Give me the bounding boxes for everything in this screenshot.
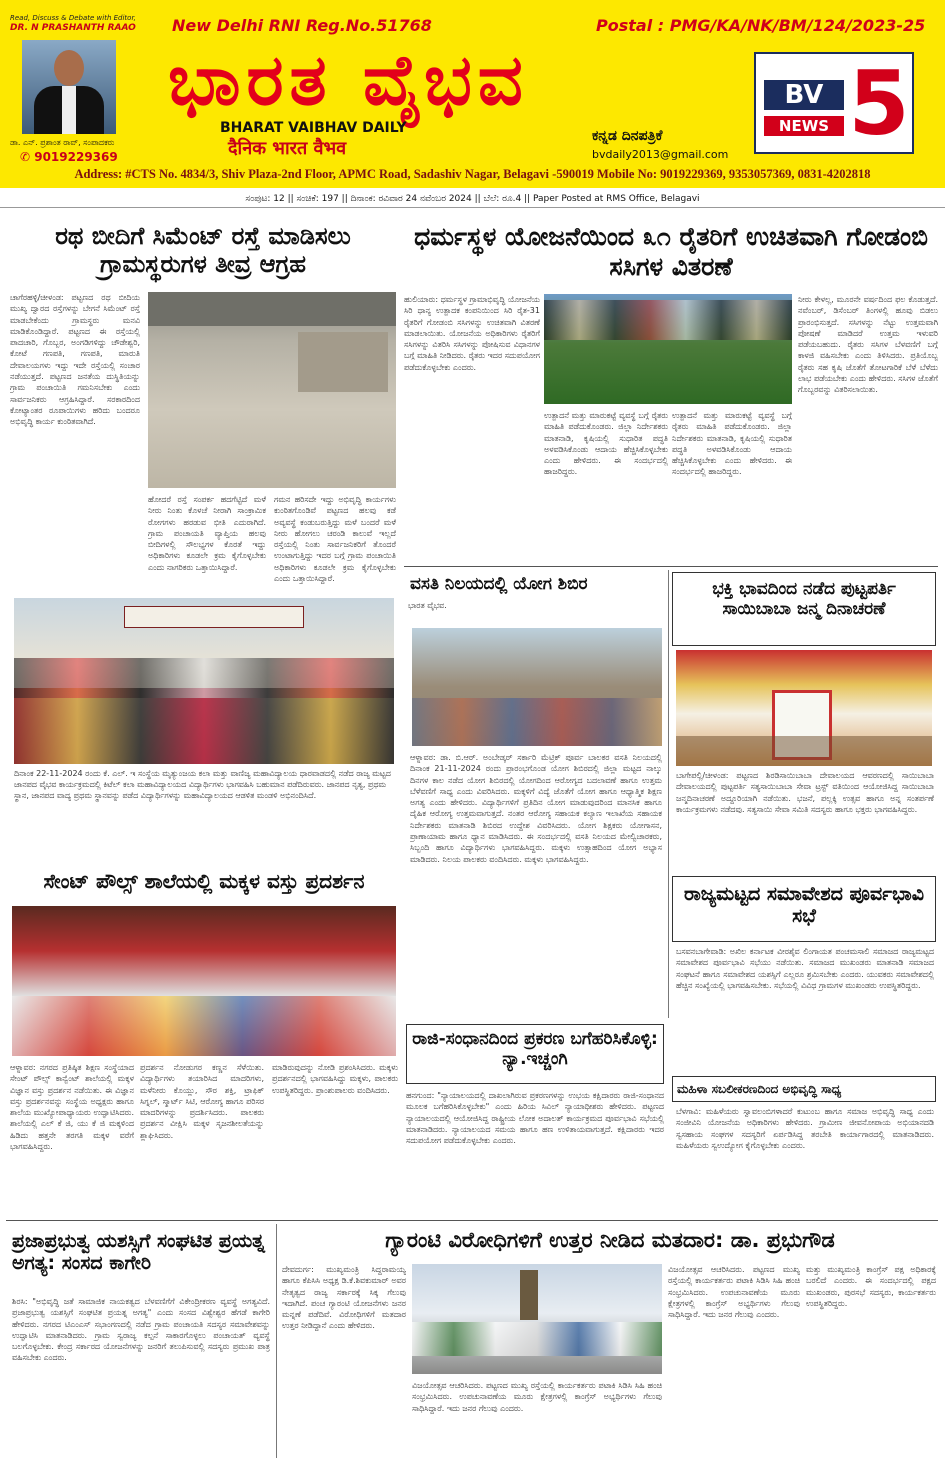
article-text: ಮಾಡಿರುವುದನ್ನು ನೋಡಿ ಪ್ರಶಂಸಿಸಿದರು. ಮಕ್ಕಳು ಪ್ರದರ್ಶನದಲ್ಲಿ ಭಾಗವಹಿಸಿದ್ದು ಮಕ್ಕಳು, ಪಾಲಕರು ಉಪಸ್ಥಿತರಿದ್ದರು. ಪ್ರಾಂಶುಪಾಲರು ವಂದಿಸಿದರು. <box>272 1063 398 1095</box>
article-cement-road <box>8 214 398 594</box>
byline: ಭಾರತ ವೈಭವ. <box>408 601 447 611</box>
kannada-daily-label: ಕನ್ನಡ ದಿನಪತ್ರಿಕೆ <box>592 128 663 144</box>
article-democracy-kageri <box>8 1224 272 1458</box>
headline: ರಾಜಿ-ಸಂಧಾನದಿಂದ ಪ್ರಕರಣ ಬಗೆಹರಿಸಿಕೊಳ್ಳಿ: ನ್ಯಾ.ಇಚ್ಚಂಗಿ <box>412 1029 658 1070</box>
victory-celebration-photo <box>412 1264 662 1374</box>
article-text: ಉತ್ಪಾದನೆ ಮತ್ತು ಮಾರುಕಟ್ಟೆ ವ್ಯವಸ್ಥೆ ಬಗ್ಗೆ ರೈತರು ಮಾಹಿತಿ ಪಡೆದುಕೊಂಡರು. ಜಿಲ್ಲಾ ನಿರ್ದೇಶಕರು ಮಾತನಾಡಿ, ಕೃಷಿಯಲ್ಲಿ ಸುಧಾರಿತ ಪದ್ಧತಿ ಅಳವಡಿಸಿಕೊಂಡು ಆದಾಯ ಹೆಚ್ಚಿಸಿಕೊಳ್ಳಬೇಕು ಎಂದು ಹೇಳಿದರು. ಈ ಸಂದರ್ಭದಲ್ಲಿ ಹಾಜರಿದ್ದರು. <box>672 411 792 477</box>
headline-box <box>672 572 936 646</box>
article-text: ಹುಲಿಯಾರು: ಧರ್ಮಸ್ಥಳ ಗ್ರಾಮಾಭಿವೃದ್ಧಿ ಯೋಜನೆಯ ಸಿರಿ ಧಾನ್ಯ ಉತ್ಪಾದಕ ಕಂಪನಿಯಿಂದ ಸಿರಿ ರೈತ-31 ರೈತರಿಗೆ ಗೋಡಂಬಿ ಸಸಿಗಳನ್ನು ಉಚಿತವಾಗಿ ವಿತರಣೆ ಮಾಡಲಾಯಿತು. ಯೋಜನೆಯ ಅಧಿಕಾರಿಗಳು ರೈತರಿಗೆ ಸಸಿಗಳನ್ನು ವಿತರಿಸಿ ಸಸಿಗಳನ್ನು ಪೋಷಿಸುವ ವಿಧಾನಗಳ ಬಗ್ಗೆ ಮಾಹಿತಿ ನೀಡಿದರು. ರೈತರು ಇದರ ಸದುಪಯೋಗ ಪಡೆದುಕೊಳ್ಳಬೇಕು ಎಂದರು. <box>404 295 540 372</box>
article-text: ಹೋದರೆ ರಸ್ತೆ ಸಂಪರ್ಕ ಹದಗೆಟ್ಟಿದೆ ಮಳೆ ನೀರು ನಿಂತು ಕೊಳಚೆ ನೀರಾಗಿ ಸಾಂಕ್ರಾಮಿಕ ರೋಗಗಳು ಹರಡುವ ಭೀತಿ ಎದುರಾಗಿದೆ. ಗ್ರಾಮ ಪಂಚಾಯತಿ ವ್ಯಾಪ್ತಿಯ ಹಲವು ಬೀದಿಗಳಲ್ಲಿ ಸೌಲಭ್ಯಗಳ ಕೊರತೆ ಇದ್ದು ಅಧಿಕಾರಿಗಳು ಕೂಡಲೇ ಕ್ರಮ ಕೈಗೊಳ್ಳಬೇಕು ಎಂದು ನಾಗರಿಕರು ಒತ್ತಾಯಿಸಿದ್ದಾರೆ. <box>148 495 266 572</box>
headline: ಗ್ಯಾರಂಟಿ ವಿರೋಧಿಗಳಿಗೆ ಉತ್ತರ ನೀಡಿದ ಮತದಾರ: ಡಾ. ಪ್ರಭುಗೌಡ <box>385 1228 835 1252</box>
newspaper-email: bvdaily2013@gmail.com <box>592 148 729 161</box>
masthead <box>0 0 945 188</box>
article-text: ದೇವದುರ್ಗ: ಮುಖ್ಯಮಂತ್ರಿ ಸಿದ್ದರಾಮಯ್ಯ ಹಾಗೂ ಕೆಪಿಸಿಸಿ ಅಧ್ಯಕ್ಷ ಡಿ.ಕೆ.ಶಿವಕುಮಾರ್ ಅವರ ನೇತೃತ್ವದ ರಾಜ್ಯ ಸರ್ಕಾರಕ್ಕೆ ಸಿಕ್ಕ ಗೆಲುವು ಇದಾಗಿದೆ. ಪಂಚ ಗ್ಯಾರಂಟಿ ಯೋಜನೆಗಳು ಜನರ ಮನ್ನಣೆ ಪಡೆದಿವೆ. ವಿರೋಧಿಗಳಿಗೆ ಮತದಾರ ಉತ್ತರ ನೀಡಿದ್ದಾನೆ ಎಂದು ಹೇಳಿದರು. <box>282 1265 406 1331</box>
newspaper-title-english: BHARAT VAIBHAV DAILY <box>220 120 407 136</box>
article-text: ಗಮನ ಹರಿಸದೇ ಇದ್ದು ಅಭಿವೃದ್ಧಿ ಕಾರ್ಯಗಳು ಕುಂಠಿತಗೊಂಡಿವೆ ಪಟ್ಟಣದ ಹಲವು ಕಡೆ ಅವ್ಯವಸ್ಥೆ ಕಂಡುಬರುತ್ತಿದ್ದು ಮಳೆ ಬಂದರೆ ಮಳೆ ನೀರು ಹೋಗಲು ಚರಂಡಿ ಕಾಲುವೆ ಇಲ್ಲದೆ ರಸ್ತೆಯಲ್ಲಿ ನಿಂತು ಸಾರ್ವಜನಿಕರಿಗೆ ತೊಂದರೆ ಉಂಟಾಗುತ್ತಿದ್ದು ಇದರ ಬಗ್ಗೆ ಗ್ರಾಮ ಪಂಚಾಯಿತಿ ಅಧಿಕಾರಿಗಳು ಕೂಡಲೇ ಕ್ರಮ ಕೈಗೊಳ್ಳಬೇಕು ಎಂದು ಒತ್ತಾಯಿಸಿದ್ದಾರೆ. <box>274 495 396 584</box>
article-text: ಶಿರಸಿ: "ಅಭಿವೃದ್ಧಿ ಜತೆ ಸಾಮಾಜಿಕ ನಾಯಕತ್ವದ ಬೆಳವಣಿಗೆಗೆ ವಿಕೇಂದ್ರೀಕರಣ ವ್ಯವಸ್ಥೆ ಅಗತ್ಯವಿದೆ. ಪ್ರಜಾಪ್ರಭುತ್ವ ಯಶಸ್ಸಿಗೆ ಸಂಘಟಿತ ಪ್ರಯತ್ನ ಅಗತ್ಯ" ಎಂದು ಸಂಸದ ವಿಶ್ವೇಶ್ವರ ಹೆಗಡೆ ಕಾಗೇರಿ ಹೇಳಿದರು. ನಗರದ ಟಿಎಂಎಸ್ ಸಭಾಂಗಣದಲ್ಲಿ ನಡೆದ ಗ್ರಾಮ ಪಂಚಾಯತಿ ಸದಸ್ಯರ ಸಮಾವೇಶವನ್ನು ಉದ್ಘಾಟಿಸಿ ಮಾತನಾಡಿದರು. ಗ್ರಾಮ ಸ್ವರಾಜ್ಯ ಕಲ್ಪನೆ ಸಾಕಾರಗೊಳ್ಳಲು ಪಂಚಾಯತ್ ವ್ಯವಸ್ಥೆ ಬಲಗೊಳ್ಳಬೇಕು. ಕೇಂದ್ರ ಸರ್ಕಾರದ ಯೋಜನೆಗಳನ್ನು ಜನರಿಗೆ ತಲುಪಿಸುವಲ್ಲಿ ಸದಸ್ಯರು ಪ್ರಮುಖ ಪಾತ್ರ ವಹಿಸಬೇಕು ಎಂದರು. <box>12 1297 270 1363</box>
article-text: ವಿಜಯೋತ್ಸವ ಆಚರಿಸಿದರು. ಪಟ್ಟಣದ ಮುಖ್ಯ ರಸ್ತೆಯಲ್ಲಿ ಕಾರ್ಯಕರ್ತರು ಪಟಾಕಿ ಸಿಡಿಸಿ ಸಿಹಿ ಹಂಚಿ ಸಂಭ್ರಮಿಸಿದರು. ಉಪಚುನಾವಣೆಯ ಮೂರು ಕ್ಷೇತ್ರಗಳಲ್ಲಿ ಕಾಂಗ್ರೆಸ್ ಅಭ್ಯರ್ಥಿಗಳು ಗೆಲುವು ಸಾಧಿಸಿದ್ದಾರೆ. ಇದು ಜನರ ಗೆಲುವು ಎಂದರು. <box>668 1265 800 1320</box>
headline: ಸೇಂಟ್ ಪೌಲ್ಸ್ ಶಾಲೆಯಲ್ಲಿ ಮಕ್ಕಳ ವಸ್ತು ಪ್ರದರ್ಶನ <box>43 869 365 893</box>
headline: ಪ್ರಜಾಪ್ರಭುತ್ವ ಯಶಸ್ಸಿಗೆ ಸಂಘಟಿತ ಪ್ರಯತ್ನ ಅಗತ್ಯ: ಸಂಸದ ಕಾಗೇರಿ <box>12 1230 265 1275</box>
divider <box>6 1220 938 1221</box>
newspaper-title-hindi: दैनिक भारत वैभव <box>228 138 347 159</box>
headline: ವಸತಿ ನಿಲಯದಲ್ಲಿ ಯೋಗ ಶಿಬಿರ <box>410 574 588 594</box>
article-text: ಉತ್ಪಾದನೆ ಮತ್ತು ಮಾರುಕಟ್ಟೆ ವ್ಯವಸ್ಥೆ ಬಗ್ಗೆ ರೈತರು ಮಾಹಿತಿ ಪಡೆದುಕೊಂಡರು. ಜಿಲ್ಲಾ ನಿರ್ದೇಶಕರು ಮಾತನಾಡಿ, ಕೃಷಿಯಲ್ಲಿ ಸುಧಾರಿತ ಪದ್ಧತಿ ಅಳವಡಿಸಿಕೊಂಡು ಆದಾಯ ಹೆಚ್ಚಿಸಿಕೊಳ್ಳಬೇಕು ಎಂದು ಹೇಳಿದರು. ಈ ಸಂದರ್ಭದಲ್ಲಿ ಹಾಜರಿದ್ದರು. <box>544 411 668 477</box>
headline: ರಥ ಬೀದಿಗೆ ಸಿಮೆಂಟ್ ರಸ್ತೆ ಮಾಡಿಸಲು ಗ್ರಾಮಸ್ಥರುಗಳ ತೀವ್ರ ಆಗ್ರಹ <box>55 222 351 279</box>
saibaba-celebration-photo <box>676 650 932 766</box>
article-text: ಬಾಗೇಪಲ್ಲಿ/ಚೀಳಂಡ: ಪಟ್ಟಣದ ಶಿರಡಿಸಾಯಿಬಾಬಾ ದೇವಾಲಯದ ಆವರಣದಲ್ಲಿ ಸಾಯಿಬಾಬಾ ದೇವಾಲಯದಲ್ಲಿ ಪುಟ್ಟಪರ್ತಿ ಸತ್ಯಸಾಯಿಬಾಬಾ ಸೇವಾ ಟ್ರಸ್ಟ್ ವತಿಯಿಂದ ಆಯೋಜಿಸಿದ್ದ ಸಾಯಿಬಾಬಾ ಜನ್ಮದಿನಾಚರಣೆ ಅದ್ದೂರಿಯಾಗಿ ನಡೆಯಿತು. ಭಜನೆ, ಪಲ್ಲಕ್ಕಿ ಉತ್ಸವ ಹಾಗೂ ಅನ್ನ ಸಂತರ್ಪಣೆ ಕಾರ್ಯಕ್ರಮಗಳು ನಡೆದವು. ಸತ್ಯಸಾಯಿ ಸೇವಾ ಸಮಿತಿ ಸದಸ್ಯರು ಹಾಗೂ ಭಕ್ತರು ಭಾಗವಹಿಸಿದ್ದರು. <box>676 771 934 814</box>
article-text: ಪ್ರದರ್ಶನ ನೋಡುಗರ ಕಣ್ಣನ ಸೆಳೆಯಿತು. ವಿದ್ಯಾರ್ಥಿಗಳು ತಯಾರಿಸಿದ ಮಾದರಿಗಳು, ಮಳೆನೀರು ಕೊಯ್ಲು, ಸೌರ ಶಕ್ತಿ, ಟ್ರಾಫಿಕ್ ಸಿಗ್ನಲ್, ಸ್ಮಾರ್ಟ್ ಸಿಟಿ, ಆರೋಗ್ಯ ಹಾಗೂ ಪರಿಸರ ಮಾದರಿಗಳನ್ನು ಪ್ರದರ್ಶಿಸಿದರು. ಪಾಲಕರು ಪ್ರದರ್ಶನ ವೀಕ್ಷಿಸಿ ಮಕ್ಕಳ ಸೃಜನಶೀಲತೆಯನ್ನು ಶ್ಲಾಘಿಸಿದರು. <box>140 1063 264 1140</box>
article-guarantee-voters <box>282 1224 938 1458</box>
article-st-pauls-exhibition <box>8 866 400 1216</box>
bv5-news-logo: BV NEWS 5 <box>754 52 914 154</box>
article-text: ನೀರು ಕೇಳಲ್ಲ, ಮೂರನೇ ವರ್ಷದಿಂದ ಫಲ ಕೊಡುತ್ತದೆ. ನವೆಂಬರ್, ಡಿಸೆಂಬರ್ ತಿಂಗಳಲ್ಲಿ ಹೂವು ಬಿಡಲು ಪ್ರಾರಂಭಿಸುತ್ತದೆ. ಸಸಿಗಳನ್ನು ನೆಟ್ಟು ಉತ್ತಮವಾಗಿ ಪೋಷಣೆ ಮಾಡಿದರೆ ಉತ್ತಮ ಇಳುವರಿ ಪಡೆಯಬಹುದು. ರೈತರು ಸಸಿಗಳ ಬೆಳವಣಿಗೆ ಬಗ್ಗೆ ಕಾಳಜಿ ವಹಿಸಬೇಕು ಎಂದು ತಿಳಿಸಿದರು. ಪ್ರತಿಯೊಬ್ಬ ರೈತರು ಸಹ ಕೃಷಿ ಜೊತೆಗೆ ತೋಟಗಾರಿಕೆ ಬೆಳೆ ಬೆಳೆದು ಲಾಭ ಪಡೆಯಬೇಕು ಎಂದು ಹೇಳಿದರು. ಸಸಿಗಳ ಜೊತೆಗೆ ಗೊಬ್ಬರವನ್ನು ವಿತರಿಸಲಾಯಿತು. <box>798 295 938 395</box>
address-line: Address: #CTS No. 4834/3, Shiv Plaza-2nd Floor, APMC Road, Sadashiv Nagar, Belagavi -590019 Mobile No: 9019229369, 9353057369, 0831-4202818 <box>74 167 871 181</box>
editor-name: DR. N PRASHANTH RAAO <box>10 23 136 33</box>
science-exhibition-photo <box>12 906 396 1056</box>
kittel-college-group-photo <box>14 598 394 764</box>
editor-name-kannada: ಡಾ. ಎನ್. ಪ್ರಶಾಂತ ರಾವ್, ಸಂಪಾದಕರು <box>10 138 115 147</box>
divider <box>668 570 669 1018</box>
article-text: ಚಾಗೆರಹಳ್ಳಿ/ಚೀಳಂಡ: ಪಟ್ಟಣದ ರಥ ಬೀದಿಯ ಮುಖ್ಯ ದ್ವಾರದ ರಸ್ತೆಗಳನ್ನು ಬೇಗನೆ ಸಿಮೆಂಟ್ ರಸ್ತೆ ಮಾಡಬೇಕೆಂದು ಗ್ರಾಮಸ್ಥರು ಮನವಿ ಮಾಡಿಕೊಂಡಿದ್ದಾರೆ. ಪಟ್ಟಣದ ಈ ರಸ್ತೆಯಲ್ಲಿ ಪಾದಚಾರಿ, ಗೊಬ್ಬರ, ಅಂಗಡಿಗಳಿದ್ದು ಚೌಡೇಶ್ವರಿ, ಕೋಟೆ ಗಣಪತಿ, ಗಣಪತಿ, ಮಾರುತಿ ದೇವಾಲಯಗಳು ಇದ್ದು ಇದೇ ರಸ್ತೆಯಲ್ಲಿ ಸಂಚಾರ ನಡೆಯುತ್ತದೆ. ಪಟ್ಟಣದ ಜನತೆಯ ದುಸ್ಥಿತಿಯನ್ನು ಗ್ರಾಮ ಪಂಚಾಯಿತಿ ಗಮನಿಸಬೇಕು ಎಂದು ಸಾರ್ವಜನಿಕರು ಆಗ್ರಹಿಸಿದ್ದಾರೆ. ಸರಕಾರದಿಂದ ಕೋಟ್ಯಾಂತರ ರೂಪಾಯಿಗಳು ಹರಿದು ಬಂದರೂ ಅಭಿವೃದ್ಧಿ ಕಾರ್ಯ ಕುಂಠಿತವಾಗಿದೆ. <box>10 293 140 427</box>
sapling-distribution-photo <box>544 294 792 404</box>
newspaper-title: ಭಾರತ ವೈಭವ <box>168 39 529 121</box>
headline: ಭಕ್ತಿ ಭಾವದಿಂದ ನಡೆದ ಪುಟ್ಟಪರ್ತಿ ಸಾಯಿಬಾಬಾ ಜನ್ಮ ದಿನಾಚರಣೆ <box>712 579 896 620</box>
article-yoga-camp <box>404 570 666 1018</box>
article-text: ಬೆಳಗಾವಿ: ಮಹಿಳೆಯರು ಸ್ವಾವಲಂಬಿಗಳಾದರೆ ಕುಟುಂಬ ಹಾಗೂ ಸಮಾಜ ಅಭಿವೃದ್ಧಿ ಸಾಧ್ಯ ಎಂದು ಸಂಜೀವಿನಿ ಯೋಜನೆಯ ಅಧಿಕಾರಿಗಳು ಹೇಳಿದರು. ಗ್ರಾಮೀಣ ಜೀವನೋಪಾಯ ಅಭಿಯಾನದಡಿ ಸ್ವಸಹಾಯ ಸಂಘಗಳ ಸದಸ್ಯರಿಗೆ ಏರ್ಪಡಿಸಿದ್ದ ತರಬೇತಿ ಕಾರ್ಯಾಗಾರದಲ್ಲಿ ಮಾತನಾಡಿದರು. ಮಹಿಳೆಯರು ಸ್ವಉದ್ಯೋಗ ಕೈಗೊಳ್ಳಬೇಕು ಎಂದರು. <box>676 1107 934 1150</box>
divider <box>276 1224 277 1458</box>
article-text: ಆಳ್ನಾವರ: ನಗರದ ಪ್ರತಿಷ್ಠಿತ ಶಿಕ್ಷಣ ಸಂಸ್ಥೆಯಾದ ಸೇಂಟ್ ಪೌಲ್ಸ್ ಕಾನ್ವೆಂಟ್ ಶಾಲೆಯಲ್ಲಿ ಮಕ್ಕಳ ವಿಜ್ಞಾನ ವಸ್ತು ಪ್ರದರ್ಶನ ನಡೆಯಿತು. ಈ ವಿಜ್ಞಾನ ವಸ್ತು ಪ್ರದರ್ಶನವನ್ನು ಸಂಸ್ಥೆಯ ಅಧ್ಯಕ್ಷರು ಹಾಗೂ ಶಾಲೆಯ ಮುಖ್ಯೋಪಾಧ್ಯಾಯರು ಉದ್ಘಾಟಿಸಿದರು. ಶಾಲೆಯಲ್ಲಿ ಎಲ್ ಕೆ ಜಿ, ಯು ಕೆ ಜಿ ಮಕ್ಕಳಿಂದ ಹಿಡಿದು ಹತ್ತನೇ ತರಗತಿ ಮಕ್ಕಳ ವರೆಗೆ ಭಾಗವಹಿಸಿದ್ದರು. <box>10 1063 134 1152</box>
headline-box <box>672 1076 936 1102</box>
postal-registration: Postal : PMG/KA/NK/BM/124/2023-25 <box>596 16 926 35</box>
article-text: ಆಳ್ನಾವರ: ಡಾ. ಬಿ.ಆರ್. ಅಂಬೇಡ್ಕರ್ ಸರ್ಕಾರಿ ಮೆಟ್ರಿಕ್ ಪೂರ್ವ ಬಾಲಕರ ವಸತಿ ನಿಲಯದಲ್ಲಿ ದಿನಾಂಕ 21-11-2024 ರಂದು ಪ್ರಾರಂಭಗೊಂಡ ಯೋಗ ಶಿಬಿರದಲ್ಲಿ ಜಿಲ್ಲಾ ಮಟ್ಟದ ನಾಲ್ಕು ದಿನಗಳ ಕಾಲ ನಡೆದ ಯೋಗ ಶಿಬಿರದಲ್ಲಿ ಯೋಗದಿಂದ ಆರೋಗ್ಯದ ಬದಲಾವಣೆ ಹಾಗೂ ಉತ್ತಮ ಬೆಳೆವಣಿಗೆ ಸಾಧ್ಯ ಎಂದು ವಿವರಿಸಿದರು. ಮಕ್ಕಳಿಗೆ ವಿದ್ಯೆ ಜೊತೆಗೆ ಯೋಗ ಹಾಗೂ ಆಧ್ಯಾತ್ಮಿಕ ಶಿಕ್ಷಣ ಅಗತ್ಯ ಎಂದು ಹೇಳಿದರು. ವಿದ್ಯಾರ್ಥಿಗಳಿಗೆ ಪ್ರತಿದಿನ ಯೋಗ ಮಾಡುವುದರಿಂದ ಮಾನಸಿಕ ಹಾಗೂ ದೈಹಿಕ ಆರೋಗ್ಯ ಉತ್ತಮವಾಗುತ್ತದೆ. ನಂತರ ಆರೋಗ್ಯ ಸಹಾಯಕ ಕಲ್ಯಾಣ ಇಲಾಖೆಯ ಸಹಾಯಕ ನಿರ್ದೇಶಕರು ಮಾತನಾಡಿ ಶಿಬಿರದ ಉದ್ದೇಶ ವಿವರಿಸಿದರು. ಯೋಗ ಶಿಕ್ಷಕರು ಯೋಗಾಸನ, ಪ್ರಾಣಾಯಾಮ ಹಾಗೂ ಧ್ಯಾನ ಮಾಡಿಸಿದರು. ಈ ಸಂದರ್ಭದಲ್ಲಿ ವಸತಿ ನಿಲಯದ ಮೇಲ್ವಿಚಾರಕರು, ಸಿಬ್ಬಂದಿ ಹಾಗೂ ವಿದ್ಯಾರ್ಥಿಗಳು ಭಾಗವಹಿಸಿದ್ದರು. ಮಕ್ಕಳು ಉತ್ಸಾಹದಿಂದ ಯೋಗ ಅಭ್ಯಾಸ ಮಾಡಿದರು. ನಿಲಯ ಪಾಲಕರು ವಂದಿಸಿದರು. ಮಕ್ಕಳು ಭಾಗವಹಿಸಿದ್ದರು. <box>410 753 662 864</box>
rni-number: New Delhi RNI Reg.No.51768 <box>172 16 432 35</box>
headline: ಧರ್ಮಸ್ಥಳ ಯೋಜನೆಯಿಂದ ೩೧ ರೈತರಿಗೆ ಉಚಿತವಾಗಿ ಗೋಡಂಬಿ ಸಸಿಗಳ ವಿತರಣೆ <box>414 222 928 281</box>
editor-photo <box>22 40 116 134</box>
headline: ರಾಜ್ಯಮಟ್ಟದ ಸಮಾವೇಶದ ಪೂರ್ವಭಾವಿ ಸಭೆ <box>684 883 924 928</box>
editor-phone: ✆ 9019229369 <box>20 150 118 164</box>
editor-note: Read, Discuss & Debate with Editor, <box>10 14 136 22</box>
headline: ಮಹಿಳಾ ಸಬಲೀಕರಣದಿಂದ ಅಭಿವೃದ್ಧಿ ಸಾಧ್ಯ <box>677 1082 842 1096</box>
dateline: ಸಂಪುಟ: 12 || ಸಂಚಿಕೆ: 197 || ದಿನಾಂಕ: ರವಿವಾರ 24 ನವೆಂಬರ 2024 || ಬೆಲೆ: ರೂ.4 || Paper Posted at RMS Office, Belagavi <box>0 190 945 208</box>
headline-box <box>406 1024 664 1084</box>
yoga-camp-photo <box>412 628 662 746</box>
kittel-photo-caption: ದಿನಾಂಕ 22-11-2024 ರಂದು ಕೆ. ಎಲ್. ಇ ಸಂಸ್ಥೆಯ ಮೃತ್ಯುಂಜಯ ಕಲಾ ಮತ್ತು ವಾಣಿಜ್ಯ ಮಹಾವಿದ್ಯಾಲಯ ಧಾರವಾಡದಲ್ಲಿ ನಡೆದ ರಾಜ್ಯ ಮಟ್ಟದ ಜಾನಪದ ವೈಭವ ಕಾರ್ಯಕ್ರಮದಲ್ಲಿ ಕಿಟೆಲ್ ಕಲಾ ಮಹಾವಿದ್ಯಾಲಯದ ವಿದ್ಯಾರ್ಥಿಗಳು ಭಾಗವಹಿಸಿ ಬಹುಮಾನ ಪಡೆದಿರುವರು. ಜಾನಪದ ನೃತ್ಯ, ಪ್ರಥಮ ಸ್ಥಾನ, ಜಾನಪದ ವಾದ್ಯ ಪ್ರಥಮ ಸ್ಥಾನವನ್ನು ಪಡೆದ ವಿದ್ಯಾರ್ಥಿಗಳನ್ನು ಮಹಾವಿದ್ಯಾಲಯದ ಆಡಳಿತ ಮಂಡಳಿ ಅಭಿನಂದಿಸಿದೆ. <box>14 769 391 800</box>
headline-box <box>672 876 936 942</box>
article-text: ಬಸವನಬಾಗೇವಾಡಿ: ಅಖಿಲ ಕರ್ನಾಟಕ ವೀರಶೈವ ಲಿಂಗಾಯತ ಪಂಚಮಸಾಲಿ ಸಮಾಜದ ರಾಜ್ಯಮಟ್ಟದ ಸಮಾವೇಶದ ಪೂರ್ವಭಾವಿ ಸಭೆಯು ನಡೆಯಿತು. ಸಮಾಜದ ಮುಖಂಡರು ಮಾತನಾಡಿ ಸಮಾಜದ ಸಂಘಟನೆ ಹಾಗೂ ಸಮಾವೇಶದ ಯಶಸ್ಸಿಗೆ ಎಲ್ಲರೂ ಶ್ರಮಿಸಬೇಕು ಎಂದರು. ಯುವಕರು ಸಮಾವೇಶದಲ್ಲಿ ಹೆಚ್ಚಿನ ಸಂಖ್ಯೆಯಲ್ಲಿ ಭಾಗವಹಿಸಬೇಕು. ಸಭೆಯಲ್ಲಿ ವಿವಿಧ ಗ್ರಾಮಗಳ ಮುಖಂಡರು ಉಪಸ್ಥಿತರಿದ್ದರು. <box>676 947 934 990</box>
road-photo <box>148 292 396 488</box>
article-cashew-saplings <box>404 214 938 564</box>
article-text: ವಿಜಯೋತ್ಸವ ಆಚರಿಸಿದರು. ಪಟ್ಟಣದ ಮುಖ್ಯ ರಸ್ತೆಯಲ್ಲಿ ಕಾರ್ಯಕರ್ತರು ಪಟಾಕಿ ಸಿಡಿಸಿ ಸಿಹಿ ಹಂಚಿ ಸಂಭ್ರಮಿಸಿದರು. ಉಪಚುನಾವಣೆಯ ಮೂರು ಕ್ಷೇತ್ರಗಳಲ್ಲಿ ಕಾಂಗ್ರೆಸ್ ಅಭ್ಯರ್ಥಿಗಳು ಗೆಲುವು ಸಾಧಿಸಿದ್ದಾರೆ. ಇದು ಜನರ ಗೆಲುವು ಎಂದರು. <box>412 1381 662 1413</box>
article-text: ಮತ್ತು ಮುಖ್ಯಮಂತ್ರಿ ಕಾಂಗ್ರೆಸ್ ಪಕ್ಷ ಅಧಿಕಾರಕ್ಕೆ ಬರಲಿದೆ ಎಂದರು. ಈ ಸಂದರ್ಭದಲ್ಲಿ ಪಕ್ಷದ ಮುಖಂಡರು, ಪುರಸಭೆ ಸದಸ್ಯರು, ಕಾರ್ಯಕರ್ತರು ಉಪಸ್ಥಿತರಿದ್ದರು. <box>806 1265 936 1308</box>
article-text: ಹನಗುಂದ: "ನ್ಯಾಯಾಲಯದಲ್ಲಿ ದಾಖಲಾಗಿರುವ ಪ್ರಕರಣಗಳನ್ನು ಉಭಯ ಕಕ್ಷಿದಾರರು ರಾಜಿ-ಸಂಧಾನದ ಮೂಲಕ ಬಗೆಹರಿಸಿಕೊಳ್ಳಬೇಕು" ಎಂದು ಹಿರಿಯ ಸಿವಿಲ್ ನ್ಯಾಯಾಧೀಶರು ಹೇಳಿದರು. ಪಟ್ಟಣದ ನ್ಯಾಯಾಲಯದಲ್ಲಿ ಆಯೋಜಿಸಿದ್ದ ರಾಷ್ಟ್ರೀಯ ಲೋಕ ಅದಾಲತ್ ಕಾರ್ಯಕ್ರಮದ ಪೂರ್ವಭಾವಿ ಸಭೆಯಲ್ಲಿ ಮಾತನಾಡಿದರು. ನ್ಯಾಯಾಲಯದ ಸಮಯ ಹಾಗೂ ಹಣ ಉಳಿತಾಯವಾಗುತ್ತದೆ. ಕಕ್ಷಿದಾರರು ಇದರ ಸದುಪಯೋಗ ಪಡೆದುಕೊಳ್ಳಬೇಕು ಎಂದರು. <box>406 1091 664 1146</box>
divider <box>404 566 938 567</box>
